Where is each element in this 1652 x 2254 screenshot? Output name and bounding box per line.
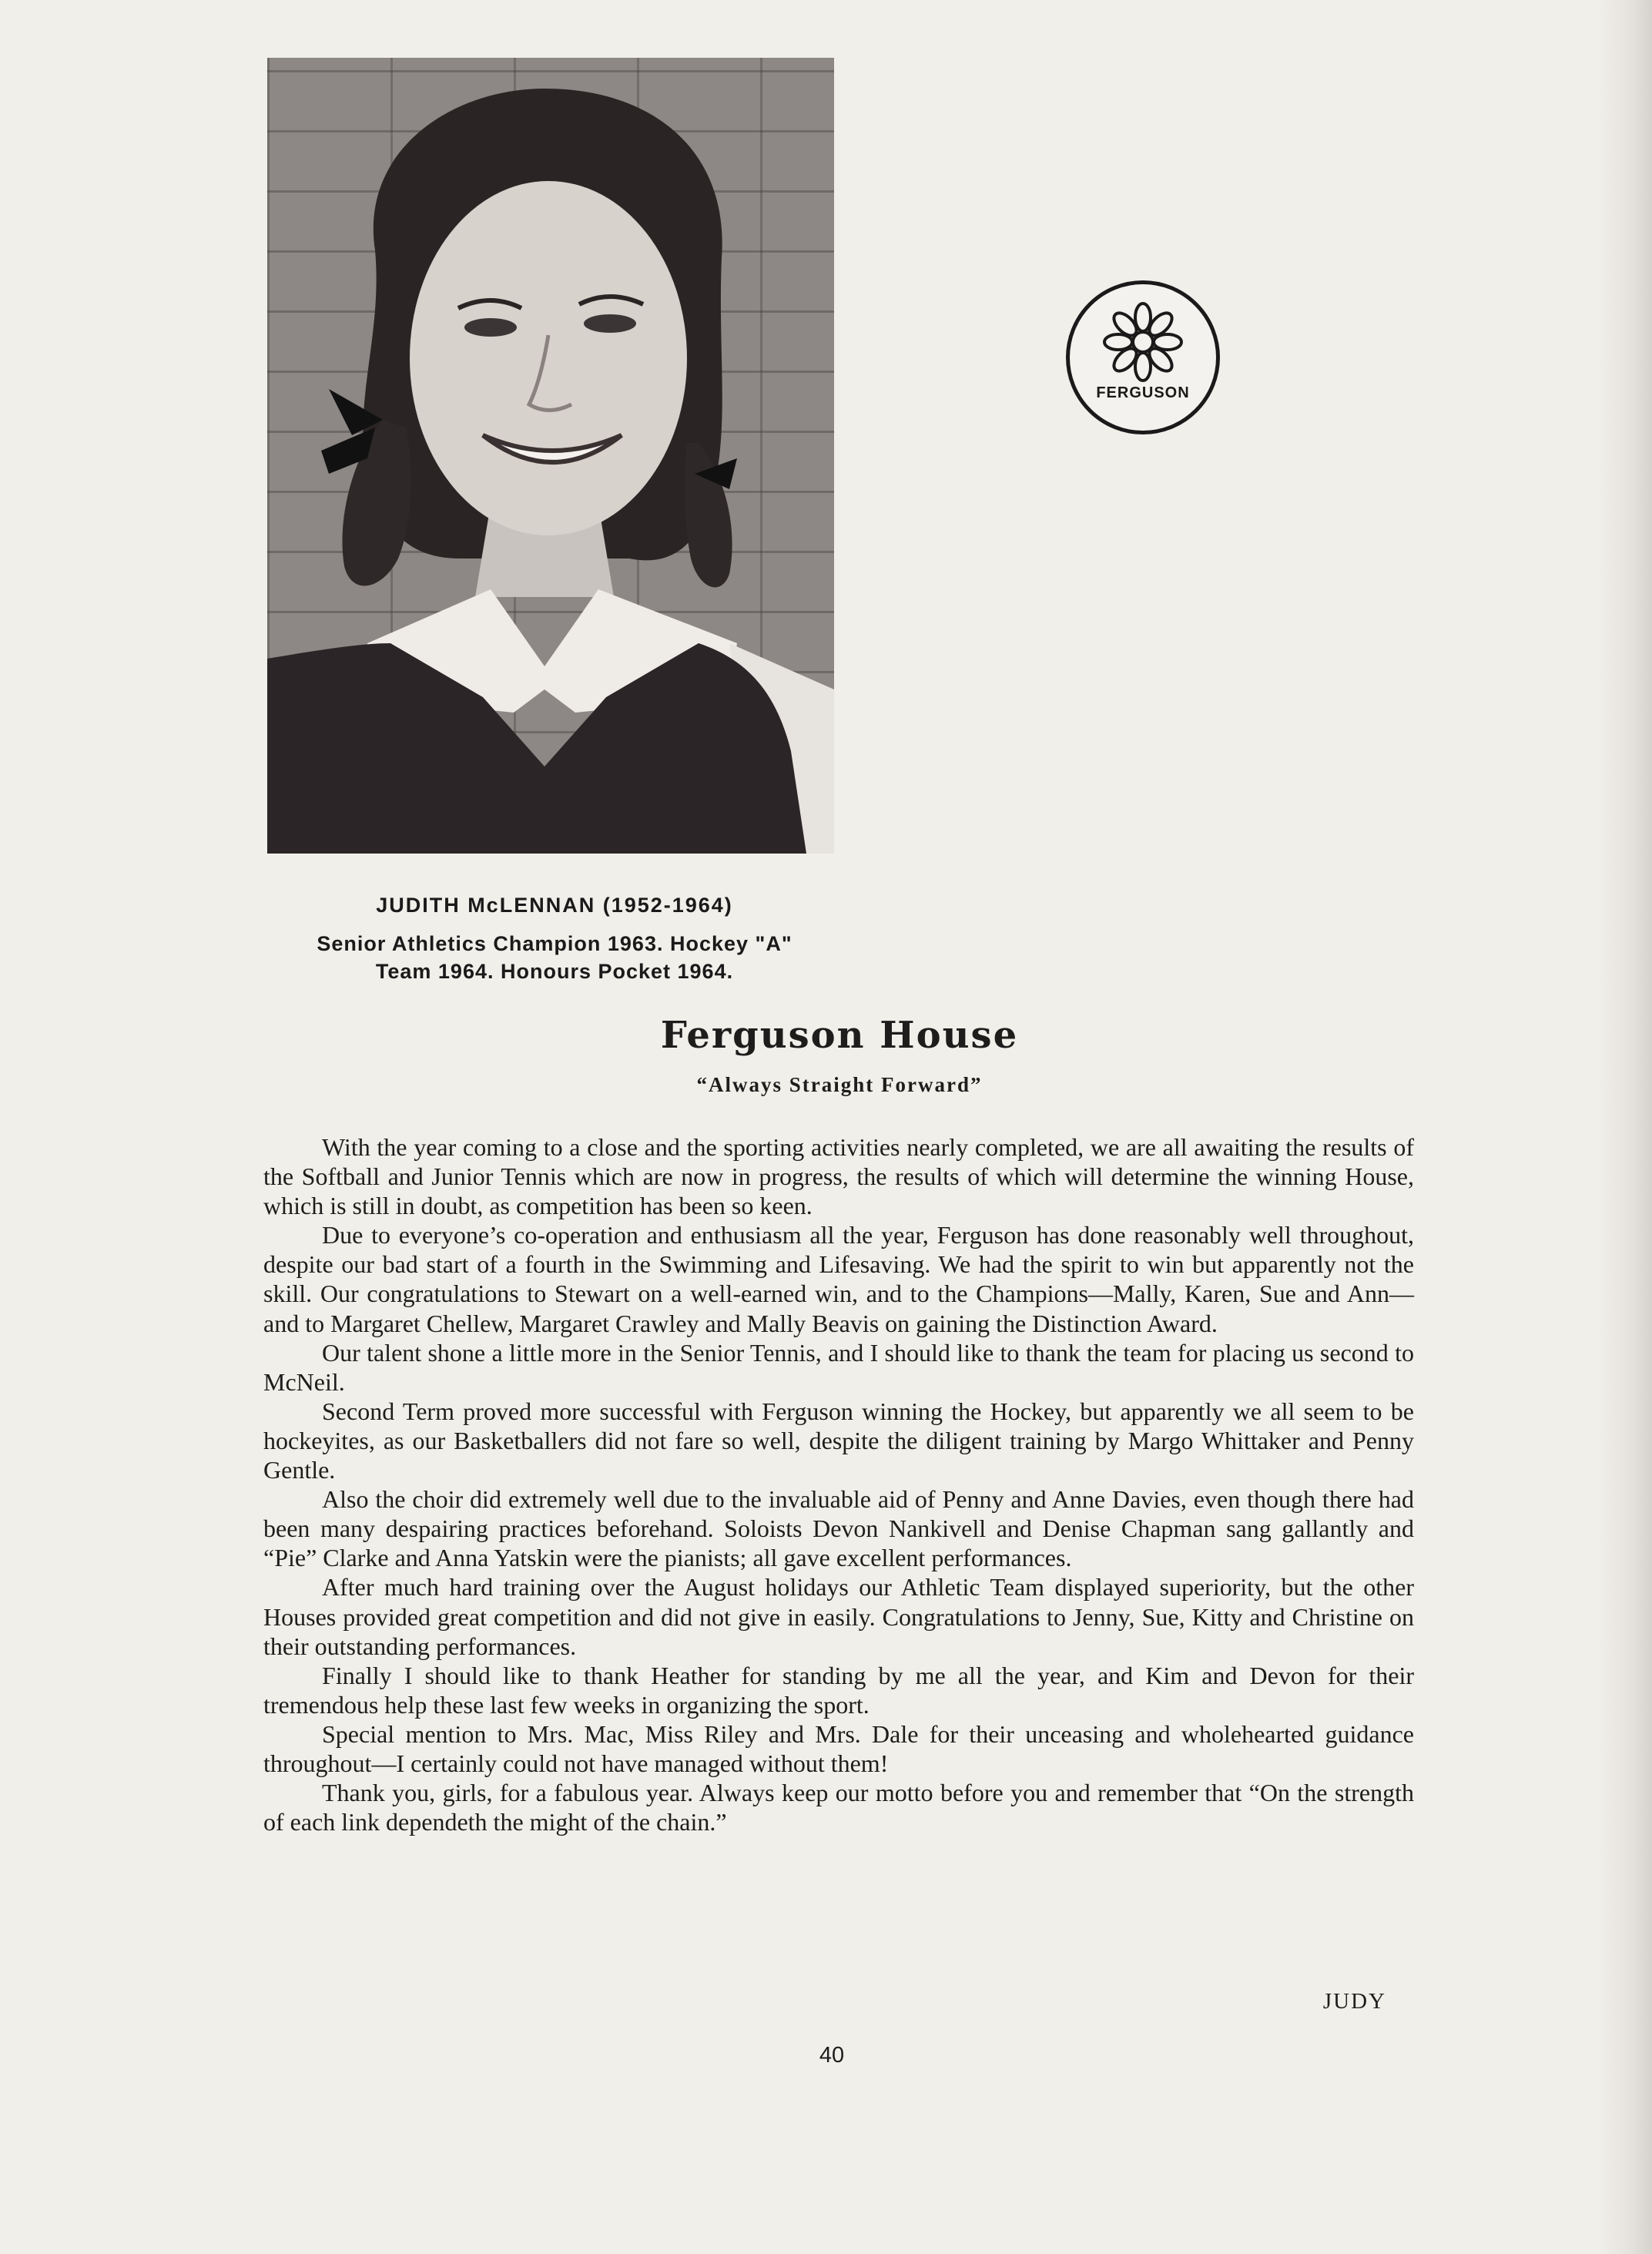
paragraph: Special mention to Mrs. Mac, Miss Riley and Mrs. Dale for their unceasing and wholehearted guidance throughout—I certainly could not have managed without them! (263, 1719, 1414, 1777)
emblem-label: FERGUSON (1096, 384, 1190, 401)
caption-name: JUDITH McLENNAN (1952-1964) (376, 894, 733, 917)
paragraph: With the year coming to a close and the sporting activities nearly completed, we are all awaiting the results of the Softball and Junior Tennis which are now in progress, the results of which will determine the winning House, which is still in doubt, as competition has been so keen. (263, 1133, 1414, 1220)
article-body (263, 1132, 1414, 1836)
author-signature: JUDY (1322, 1989, 1386, 2014)
paragraph: Finally I should like to thank Heather for standing by me all the year, and Kim and Devon for their tremendous help these last few weeks in organizing the sport. (263, 1661, 1414, 1719)
caption-achievements-line1: Senior Athletics Champion 1963. Hockey "A" (317, 932, 792, 955)
flower-icon (1070, 284, 1216, 392)
paragraph: Our talent shone a little more in the Senior Tennis, and I should like to thank the team for placing us second to McNeil. (263, 1338, 1414, 1396)
page-edge-shadow (1598, 0, 1652, 2254)
house-motto: “Always Straight Forward” (696, 1073, 983, 1096)
paragraph: Also the choir did extremely well due to the invaluable aid of Penny and Anne Davies, even though there had been many despairing practices beforehand. Soloists Devon Nankivell and Denise Chapman sang gallantly and “Pie” Clarke and Anna Yatskin were the pianists; all gave excellent performances. (263, 1485, 1414, 1572)
caption-achievements-line2: Team 1964. Honours Pocket 1964. (375, 960, 734, 983)
paragraph: Thank you, girls, for a fabulous year. Always keep our motto before you and remember that “On the strength of each link dependeth the might of the chain.” (263, 1779, 1414, 1836)
paragraph: Due to everyone’s co-operation and enthusiasm all the year, Ferguson has done reasonably well throughout, despite our bad start of a fourth in the Swimming and Lifesaving. We had the spirit to win but apparently not the skill. Our congratulations to Stewart on a well-earned win, and to the Champions—Mally, Karen, Sue and Ann—and to Margaret Chellew, Margaret Crawley and Mally Beavis on gaining the Distinction Award. (263, 1221, 1414, 1337)
paragraph: After much hard training over the August holidays our Athletic Team displayed superiority, but the other Houses provided great competition and did not give in easily. Congratulations to Jenny, Sue, Kitty and Christine on their outstanding performances. (263, 1573, 1414, 1660)
paragraph: Second Term proved more successful with Ferguson winning the Hockey, but apparently we all seem to be hockeyites, as our Basketballers did not fare so well, despite the diligent training by Margo Whittaker and Penny Gentle. (263, 1397, 1414, 1484)
portrait-photo (267, 58, 834, 854)
article-title: Ferguson House (660, 1014, 1019, 1057)
ferguson-house-emblem (1066, 280, 1220, 434)
page-number: 40 (819, 2043, 845, 2068)
portrait-figure (267, 58, 834, 854)
